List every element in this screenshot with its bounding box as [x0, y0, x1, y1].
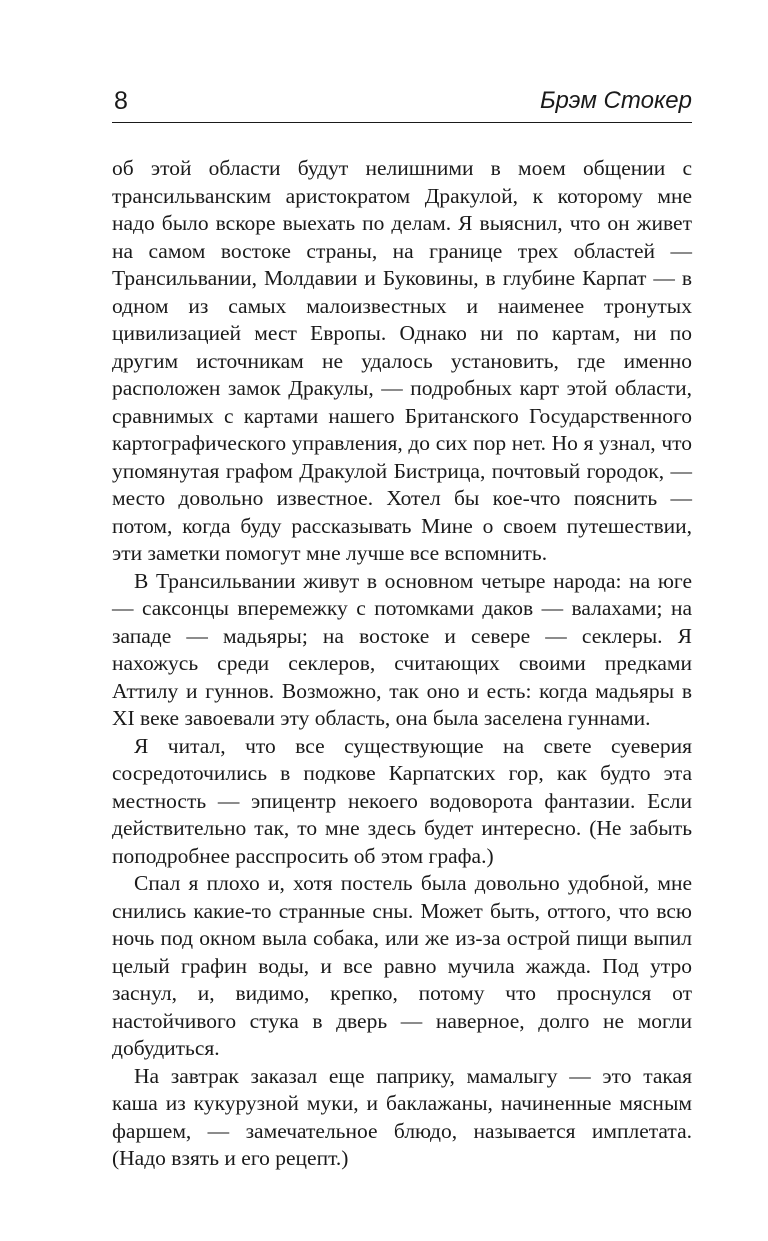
body-text — [112, 155, 692, 1173]
paragraph: В Трансильвании живут в основном четыре народа: на юге — саксонцы вперемежку с потомками даков — валахами; на западе — мадьяры; на востоке и севере — секлеры. Я нахожусь среди секлеров, считающих своими предками Аттилу и гуннов. Возможно, так оно и есть: когда мадьяры в XI веке завоевали эту область, она была заселена гуннами. — [112, 568, 692, 730]
paragraph: Спал я плохо и, хотя постель была довольно удобной, мне снились какие-то странные сны. Может быть, оттого, что всю ночь под окном выла собака, или же из-за острой пищи выпил целый графин воды, и все равно мучила жажда. Под утро заснул, и, видимо, крепко, потому что проснулся от настойчивого стука в дверь — наверное, долго не могли добудиться. — [112, 871, 692, 1060]
paragraph: об этой области будут нелишними в моем общении с трансильванским аристократом Дракулой, к которому мне надо было вскоре выехать по делам. Я выяснил, что он живет на самом востоке страны, на границе трех областей — Трансильвании, Молдавии и Буковины, в глубине Карпат — в одном из самых малоизвестных и наименее тронутых цивилизацией мест Европы. Однако ни по картам, ни по другим источникам не удалось установить, где именно расположен замок Дракулы, — подробных карт этой области, сравнимых с картами нашего Британского Государственного картографического управления, до сих пор нет. Но я узнал, что упомянутая графом Дракулой Бистрица, почтовый городок, — место довольно известное. Хотел бы кое-что пояснить — потом, когда буду рассказывать Мине о своем путешествии, эти заметки помогут мне лучше все вспомнить. — [112, 156, 692, 565]
page-number: 8 — [114, 87, 128, 115]
paragraph: Я читал, что все существующие на свете суеверия сосредоточились в подкове Карпатских гор, как будто эта местность — эпицентр некоего водоворота фантазии. Если действительно так, то мне здесь будет интересно. (Не забыть поподробнее расспросить об этом графа.) — [112, 733, 692, 868]
book-page — [112, 86, 692, 1173]
page-header — [112, 86, 692, 123]
running-head-author: Брэм Стокер — [539, 87, 692, 114]
paragraph: На завтрак заказал еще паприку, мамалыгу — это такая каша из кукурузной муки, и баклажаны, начиненные мясным фаршем, — замечательное блюдо, называется имплетата. (Надо взять и его рецепт.) — [112, 1063, 692, 1170]
